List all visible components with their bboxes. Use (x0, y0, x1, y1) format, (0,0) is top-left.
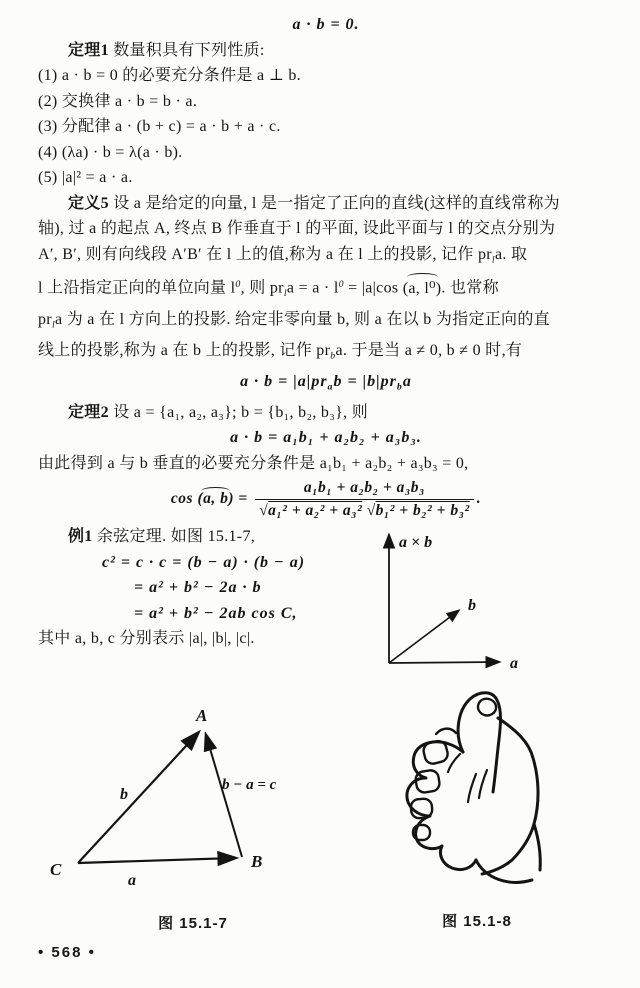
text-line (38, 89, 614, 115)
cosine-angle-formula (38, 479, 614, 520)
text-segment: 线上的投影,称为 a 在 b 上的投影, 记作 pr (38, 341, 331, 359)
label-vertex-A: A (196, 706, 208, 725)
text-segment: √ (259, 502, 269, 520)
text-segment: a. 于是当 a ≠ 0, b ≠ 0 时,有 (335, 341, 523, 359)
text-segment: = a² + b² − 2a · b (134, 579, 262, 597)
text-segment: a₁² + a₂² + a₃² (268, 502, 363, 520)
palm-crease-1 (468, 774, 476, 802)
edge-c-B-to-A (206, 735, 242, 857)
cos-equals: = (234, 490, 253, 508)
text-segment: pr (38, 310, 52, 328)
text-segment: (4) (λa) · b = λ(a · b). (38, 143, 183, 161)
text-segment: 数量积具有下列性质: (108, 41, 265, 59)
text-segment: a (402, 372, 412, 390)
text-segment: 由此得到 a 与 b 垂直的必要充分条件是 a₁b₁ + a₂b₂ + a₃b₃ = 0, (38, 454, 469, 472)
text-segment: . 也常称 (441, 279, 499, 297)
vector-a (389, 662, 498, 663)
text-line (38, 425, 614, 451)
cos-lhs: cos (170, 490, 198, 508)
fraction-numerator: a₁b₁ + a₂b₂ + a₃b₃ (255, 479, 474, 500)
text-segment: a · b = |a|pr (240, 372, 328, 390)
edge-a-C-to-B (78, 858, 235, 863)
label-side-c-equation: b − a = c (222, 777, 277, 793)
wrist-right-edge (534, 824, 540, 870)
text-line (38, 242, 614, 273)
text-line (38, 216, 614, 242)
text-line (38, 400, 614, 426)
text-segment: b (330, 350, 336, 362)
cross-product-axes-figure (372, 520, 630, 690)
text-segment: (1) a · b = 0 的必要充分条件是 a ⊥ b. (38, 67, 301, 84)
text-segment: b = |b|pr (333, 372, 397, 390)
label-b: b (468, 597, 476, 614)
text-segment: = a² + b² − 2ab cos C, (134, 604, 298, 622)
thumb-nail (478, 699, 496, 716)
text-line (38, 272, 614, 306)
label-vertex-B: B (251, 852, 263, 871)
text-segment: 例1 (68, 528, 93, 546)
wrist-bottom-edge (476, 860, 532, 882)
label-side-a: a (128, 872, 136, 889)
text-segment: (2) 交换律 a · b = b · a. (38, 92, 198, 110)
text-segment: 0 (235, 279, 241, 291)
caption-figure-15-1-7: 图 15.1-7 (158, 915, 228, 932)
text-segment: c² = c · c = (b − a) · (b − a) (102, 553, 306, 571)
caption-figure-15-1-8: 图 15.1-8 (442, 913, 512, 930)
palm-right-outline (482, 718, 538, 874)
text-segment: 其中 a, b, c 分别表示 |a|, |b|, |c|. (38, 630, 255, 648)
cos-arc-ab: (a, b) (197, 490, 235, 508)
palm-crease-2 (479, 770, 487, 798)
text-segment: (a, l⁰) (403, 276, 442, 302)
vector-b (389, 611, 458, 663)
right-hand-rule-hand-figure (392, 678, 630, 913)
text-segment: 定义5 (68, 194, 109, 212)
text-segment: A′, B′, 则有向线段 A′B′ 在 l 上的值,称为 a 在 l 上的投影, 记作 pr (38, 245, 492, 263)
label-vertex-C: C (50, 860, 62, 879)
text-segment: 定理2 (68, 403, 109, 421)
text-segment: √ (362, 502, 376, 520)
text-segment: a · b = a₁b₁ + a₂b₂ + a₃b₃. (230, 429, 422, 447)
page-number: • 568 • (38, 944, 96, 961)
text-line (38, 114, 614, 140)
text-line (38, 38, 614, 64)
triangle-figure (30, 697, 322, 909)
text-segment: a 为 a 在 l 方向上的投影. 给定非零向量 b, 则 a 在以 b 为指定正向的直 (55, 310, 550, 328)
text-segment: l (283, 288, 287, 300)
text-segment: b₁² + b₂² + b₃² (375, 502, 470, 520)
text-segment: , 则 pr (240, 279, 284, 297)
text-segment: b (396, 381, 403, 393)
label-a-cross-b: a × b (399, 534, 433, 551)
text-segment: 余弦定理. 如图 15.1-7, (92, 528, 256, 546)
text-segment: 设 a = {a₁, a₂, a₃}; b = {b₁, b₂, b₃}, 则 (108, 403, 368, 421)
knuckle-2 (415, 769, 441, 793)
text-line (38, 63, 614, 89)
text-block-upper (38, 12, 614, 476)
text-segment: l (491, 253, 495, 265)
text-segment: (3) 分配律 a · (b + c) = a · b + a · c. (38, 118, 281, 135)
text-line (38, 191, 614, 217)
text-segment: a = a · l (286, 279, 339, 297)
text-segment: a. 取 (494, 245, 528, 263)
edge-b-C-to-A (78, 733, 198, 863)
label-a: a (510, 655, 518, 672)
text-line (38, 307, 614, 338)
text-segment: 轴), 过 a 的起点 A, 终点 B 作垂直于 l 的平面, 设此平面与 l 的交点分别为 (38, 220, 556, 237)
label-side-b: b (120, 786, 128, 803)
text-segment: 定理1 (68, 41, 109, 59)
text-segment: a (327, 381, 334, 393)
text-segment: (5) |a|² = a · a. (38, 169, 133, 186)
text-segment: = |a|cos (343, 279, 403, 297)
text-line (38, 338, 614, 369)
text-line (38, 165, 614, 191)
text-line (38, 451, 614, 477)
thumb-outline (458, 693, 500, 792)
text-line (38, 12, 614, 38)
index-finger-curl (436, 729, 456, 734)
thumb-web-crease (448, 754, 460, 772)
text-segment: 设 a 是给定的向量, l 是一指定了正向的直线(这样的直线常称为 (108, 194, 560, 212)
cos-fraction (255, 479, 474, 520)
text-segment: 0 (338, 279, 344, 291)
fraction-denominator (255, 500, 474, 520)
text-line (38, 140, 614, 166)
text-line (38, 369, 614, 400)
text-segment: a · b = 0. (292, 16, 360, 33)
text-segment: l (51, 319, 55, 331)
cos-period: . (476, 490, 482, 508)
text-segment: l 上沿指定正向的单位向量 l (38, 279, 236, 297)
